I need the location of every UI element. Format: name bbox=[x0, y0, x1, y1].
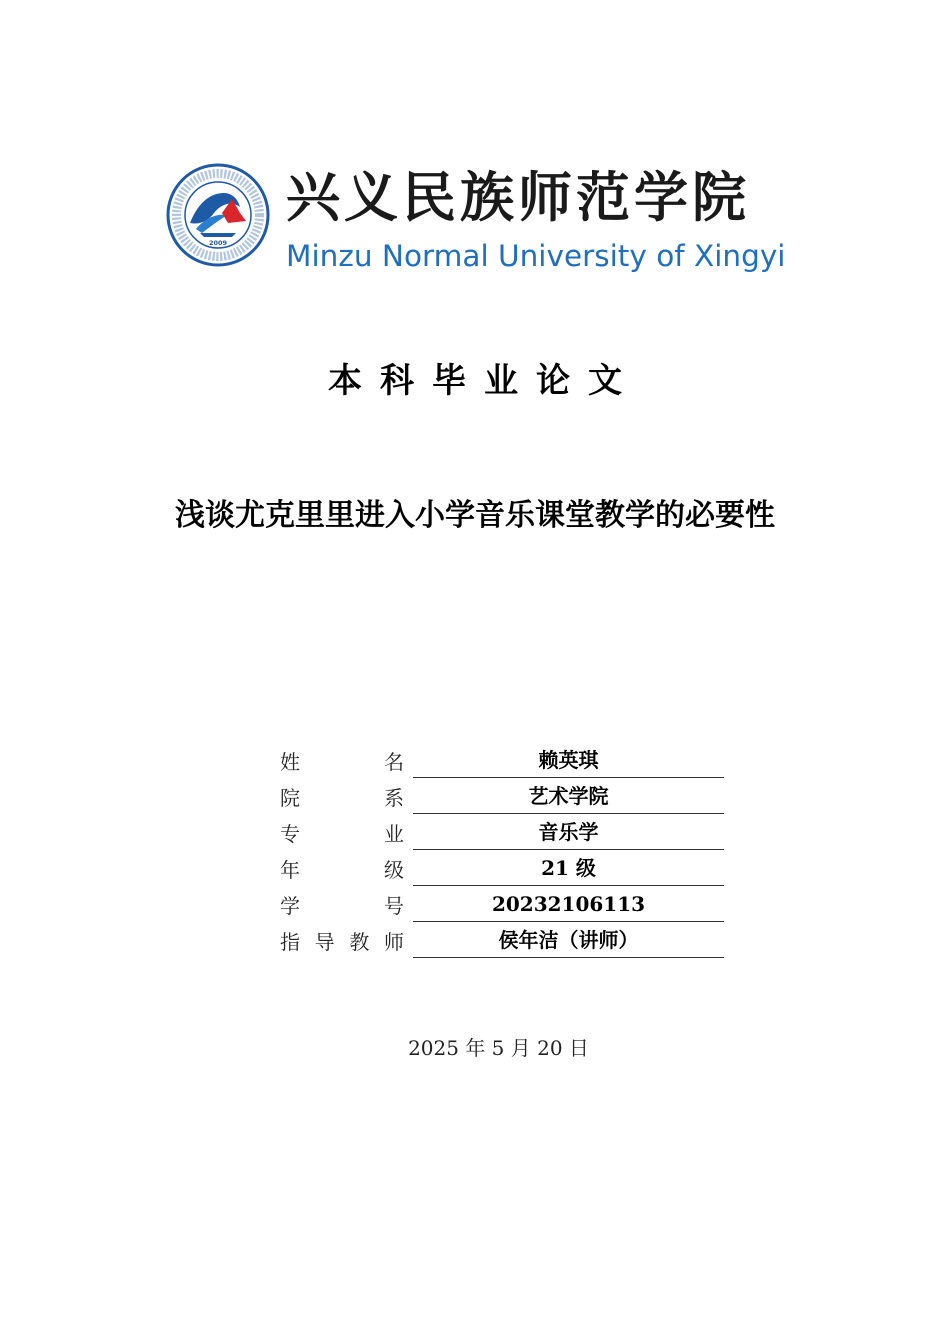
info-label bbox=[280, 922, 404, 958]
label-char: 师 bbox=[383, 929, 404, 954]
label-char: 业 bbox=[384, 821, 404, 846]
label-char: 姓 bbox=[280, 749, 300, 774]
info-row-student-id bbox=[280, 886, 726, 922]
label-char: 名 bbox=[384, 749, 404, 774]
info-row-name bbox=[280, 742, 726, 778]
label-char: 级 bbox=[384, 857, 404, 882]
info-value-name: 赖英琪 bbox=[413, 742, 724, 778]
label-char: 学 bbox=[280, 893, 300, 918]
student-info-table bbox=[280, 742, 726, 958]
info-label bbox=[280, 850, 404, 886]
info-row-department bbox=[280, 778, 726, 814]
info-value-major: 音乐学 bbox=[413, 814, 724, 850]
label-char: 专 bbox=[280, 821, 300, 846]
label-char: 年 bbox=[280, 857, 300, 882]
school-name-chinese: 兴义民族师范学院 bbox=[286, 165, 750, 229]
label-char: 号 bbox=[384, 893, 404, 918]
info-label bbox=[280, 778, 404, 814]
info-value-grade: 21 级 bbox=[413, 850, 724, 886]
school-name-english: Minzu Normal University of Xingyi bbox=[286, 239, 786, 273]
info-row-grade bbox=[280, 850, 726, 886]
info-row-advisor bbox=[280, 922, 726, 958]
university-emblem bbox=[166, 163, 270, 267]
info-label bbox=[280, 886, 404, 922]
emblem-year: 2009 bbox=[208, 239, 228, 247]
label-char: 导 bbox=[314, 929, 335, 954]
info-row-major bbox=[280, 814, 726, 850]
info-value-advisor: 侯年洁（讲师） bbox=[413, 922, 724, 958]
info-value-student-id: 20232106113 bbox=[413, 886, 724, 922]
document-type-heading: 本科毕业论文 bbox=[328, 361, 640, 401]
label-char: 院 bbox=[280, 785, 300, 810]
info-label bbox=[280, 742, 404, 778]
thesis-title: 浅谈尤克里里进入小学音乐课堂教学的必要性 bbox=[175, 498, 775, 533]
submission-date: 2025 年 5 月 20 日 bbox=[408, 1036, 589, 1060]
info-value-department: 艺术学院 bbox=[413, 778, 724, 814]
info-label bbox=[280, 814, 404, 850]
label-char: 指 bbox=[280, 929, 300, 954]
label-char: 教 bbox=[349, 929, 370, 954]
label-char: 系 bbox=[384, 785, 404, 810]
